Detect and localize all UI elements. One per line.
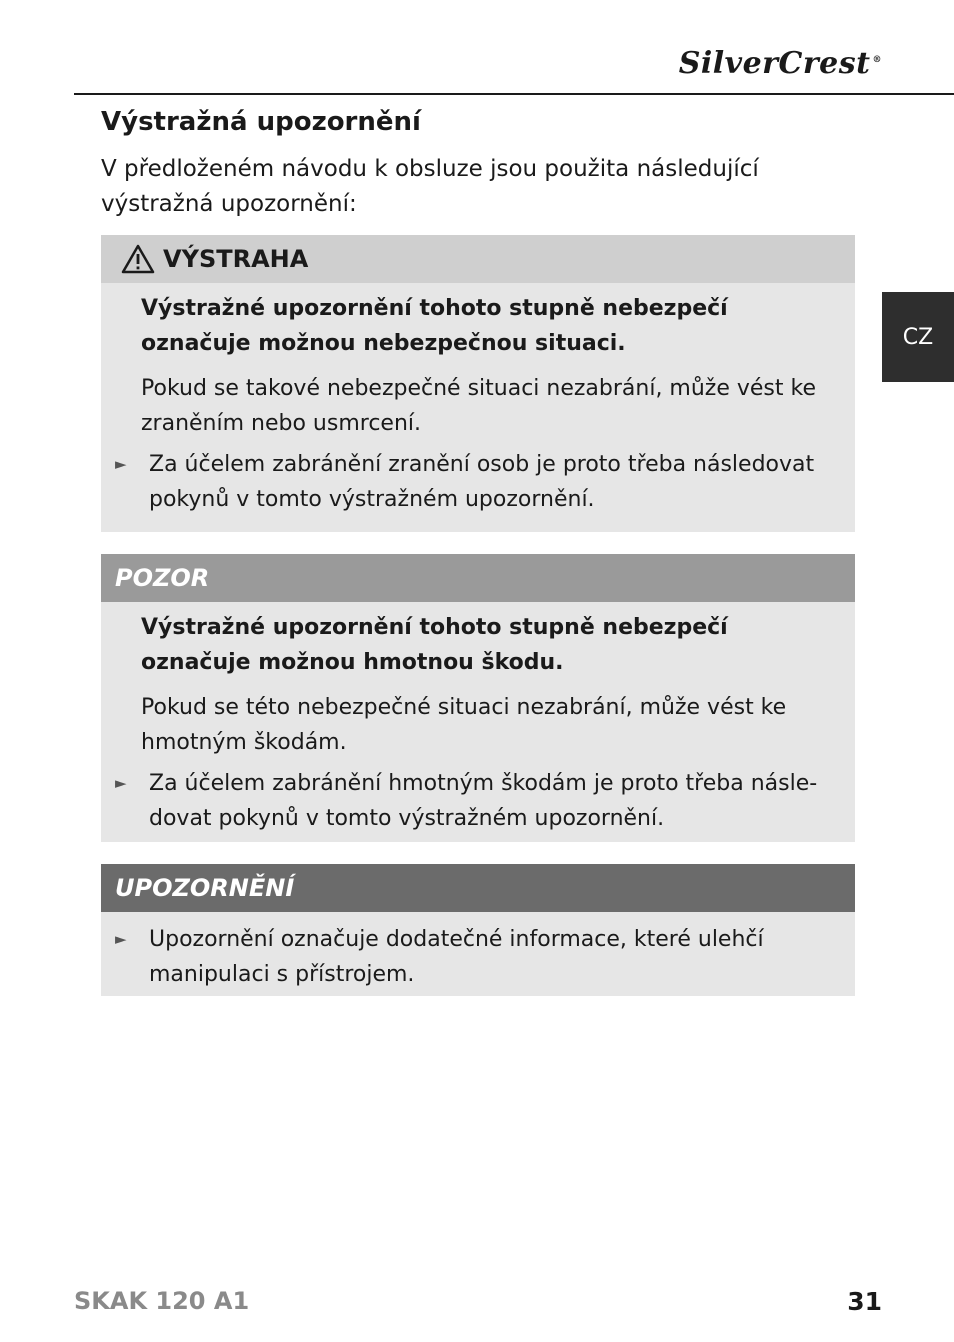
notice-label: UPOZORNĚNÍ (115, 874, 295, 902)
notice-bullet-text: Upozornění označuje dodatečné informace, které ulehčí manipulaci s přístrojem. (149, 927, 764, 987)
notice-box-header (101, 864, 855, 912)
warning-text: Pokud se takové nebezpečné situaci nezabrání, může vést ke zraněním nebo usmrcení. (141, 376, 817, 436)
page-number: 31 (847, 1287, 882, 1316)
warning-box-body (101, 283, 855, 525)
warning-bullet (115, 447, 819, 517)
caution-emphasis: Výstražné upozornění tohoto stupně nebezpečí označuje možnou hmotnou škodu. (141, 615, 728, 675)
notice-box-body (101, 912, 855, 1000)
notice-bullet (115, 922, 819, 992)
warning-triangle-icon (121, 244, 155, 274)
triangle-right-icon: ► (115, 455, 127, 473)
caution-bullet-text: Za účelem zabránění hmotným škodám je proto třeba násle-dovat pokynů v tomto výstražném upozornění. (149, 771, 818, 831)
language-tab: CZ (882, 292, 954, 382)
warning-box (101, 235, 855, 532)
caution-box (101, 554, 855, 842)
footer-model: SKAK 120 A1 (74, 1287, 250, 1315)
warning-box-header (101, 235, 855, 283)
header-rule (74, 93, 954, 95)
caution-box-header (101, 554, 855, 602)
brand-name: SilverCrest (678, 46, 871, 81)
brand-logo (679, 46, 882, 81)
trademark-symbol: ® (872, 55, 882, 65)
caution-bullet (115, 766, 819, 836)
intro-text: V předloženém návodu k obsluze jsou použita následující výstražná upozornění: (101, 156, 759, 217)
notice-box (101, 864, 855, 996)
warning-bullet-text: Za účelem zabránění zranění osob je proto třeba následovat pokynů v tomto výstražném upozornění. (149, 452, 815, 512)
section-title: Výstražná upozornění (101, 107, 421, 137)
triangle-right-icon: ► (115, 774, 127, 792)
caution-text: Pokud se této nebezpečné situaci nezabrání, může vést ke hmotným škodám. (141, 695, 787, 755)
warning-label: VÝSTRAHA (163, 245, 309, 273)
triangle-right-icon: ► (115, 930, 127, 948)
caution-label: POZOR (115, 564, 210, 592)
warning-emphasis: Výstražné upozornění tohoto stupně nebezpečí označuje možnou nebezpečnou situaci. (141, 296, 728, 356)
caution-box-body (101, 602, 855, 844)
